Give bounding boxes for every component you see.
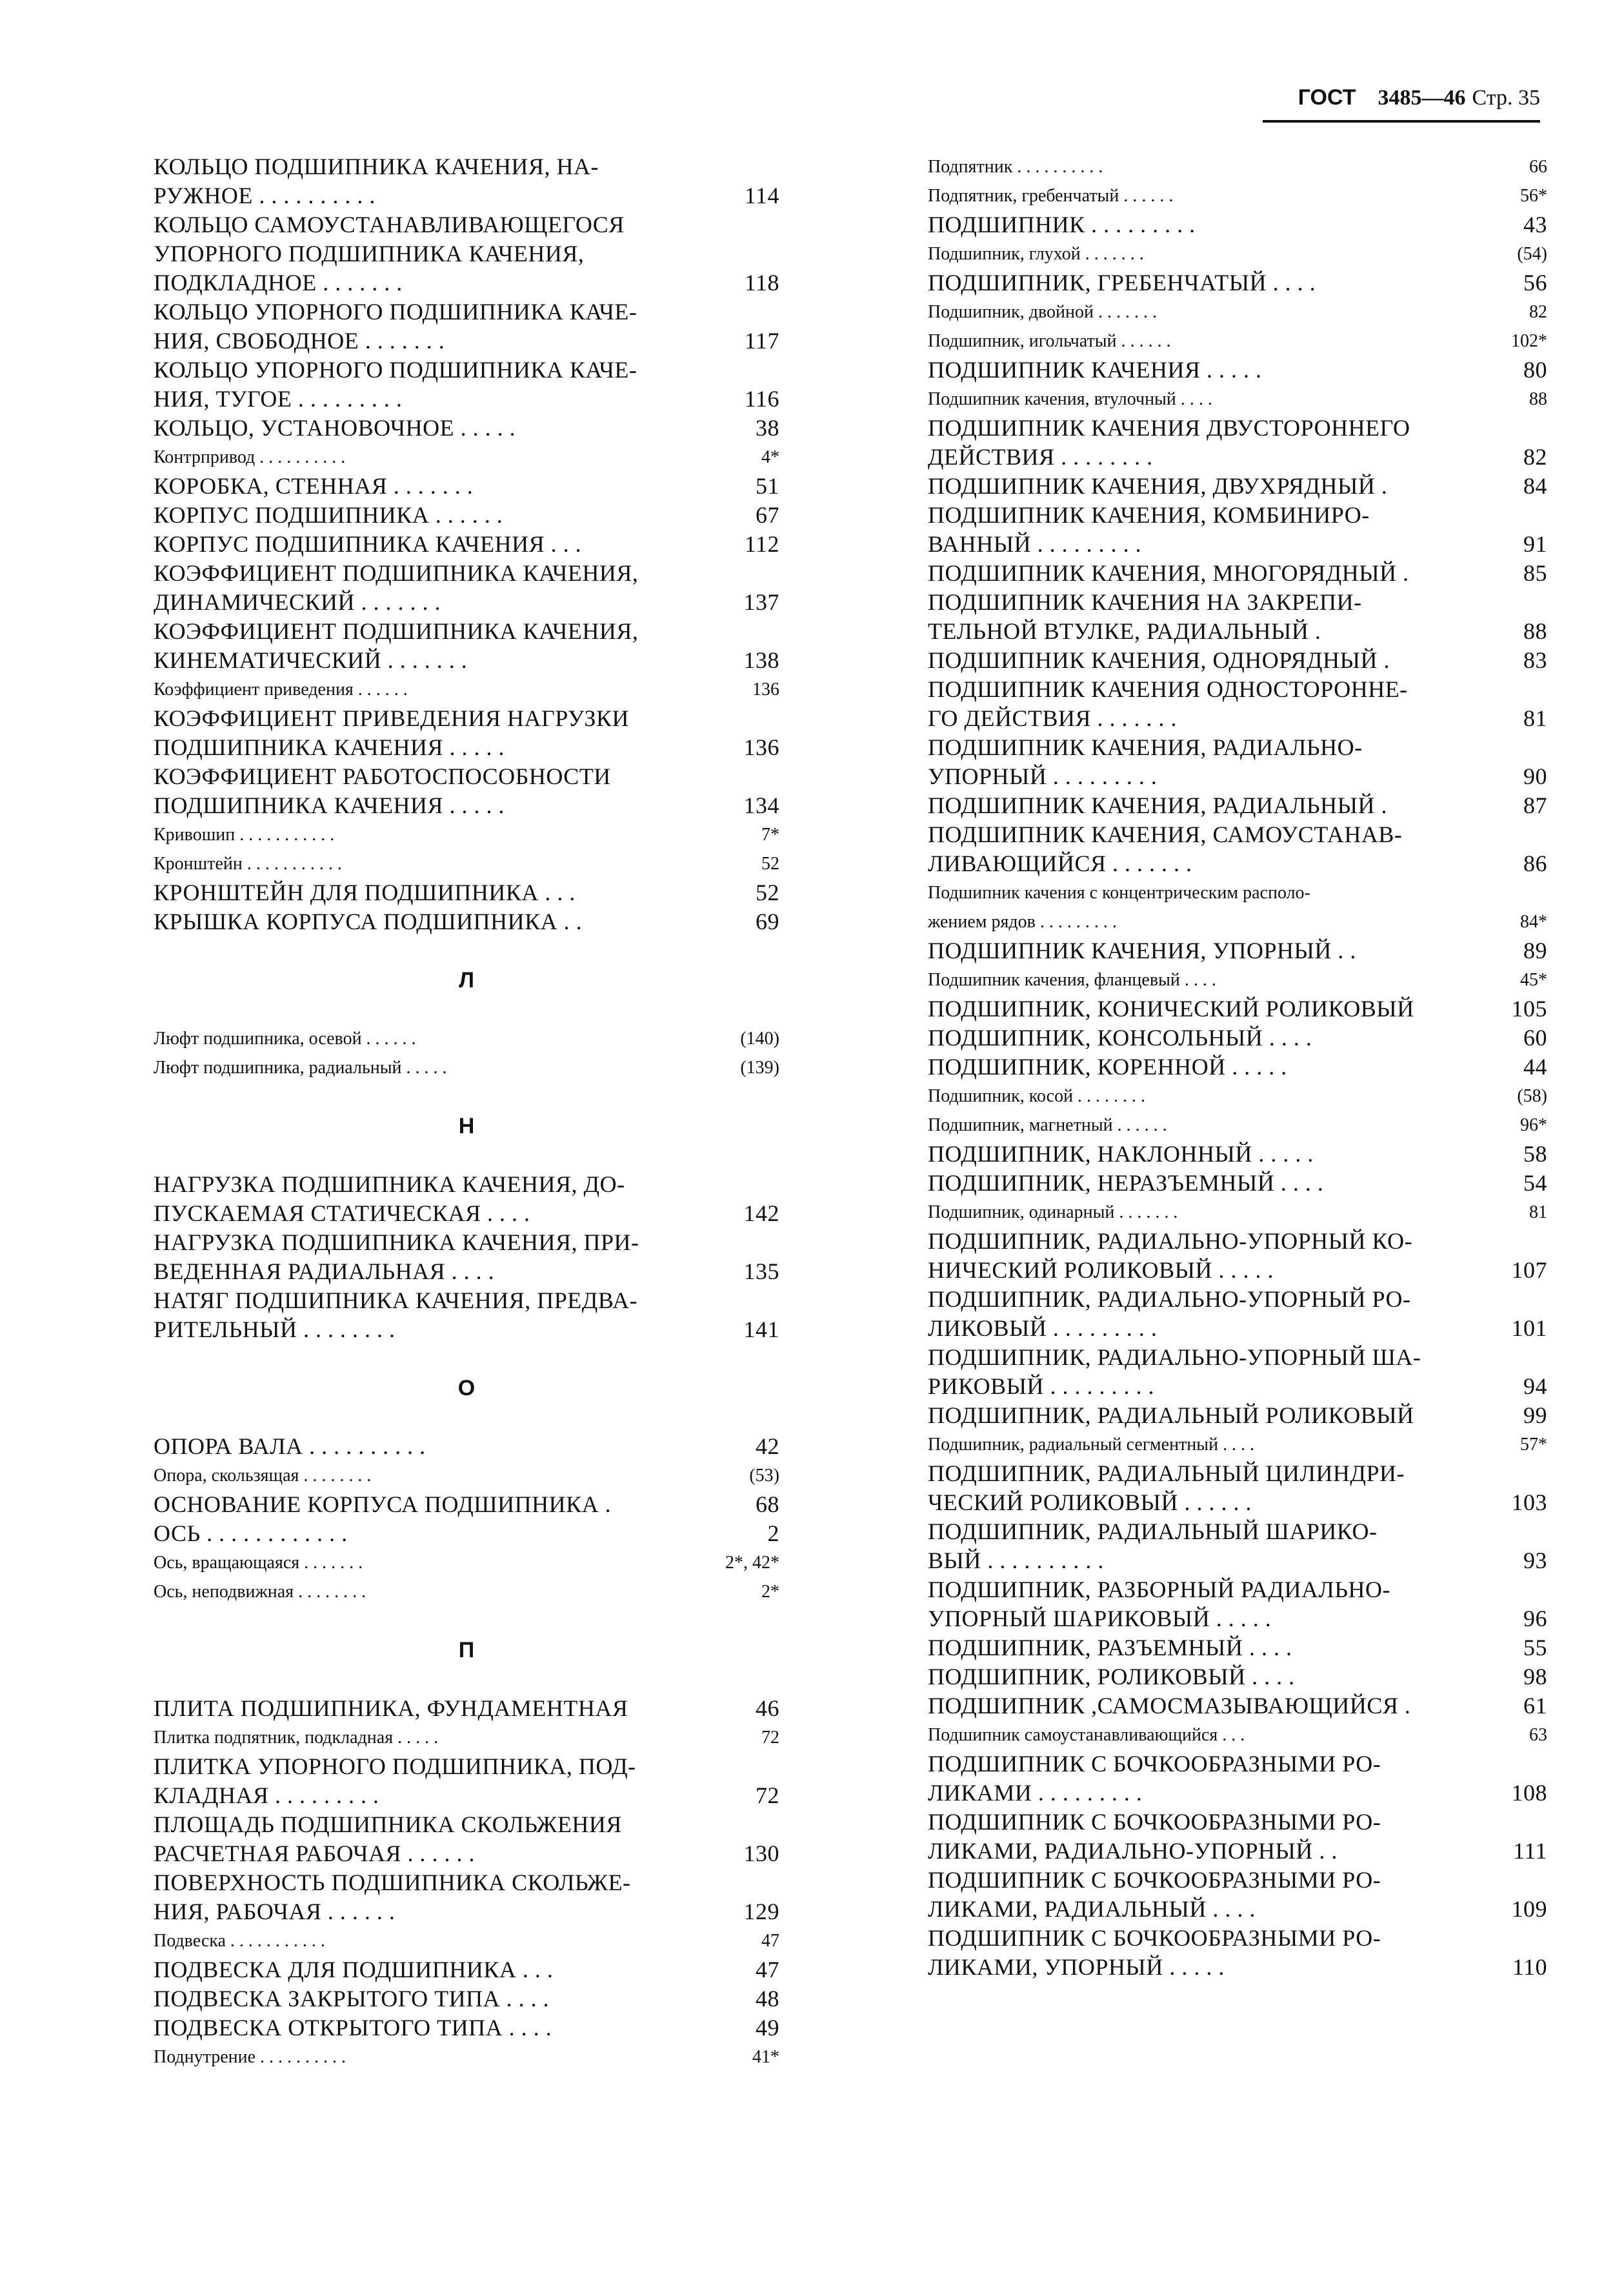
- index-term: ПОДШИПНИК, НАКЛОННЫЙ . . . . .: [928, 1141, 1314, 1167]
- index-term: ПОВЕРХНОСТЬ ПОДШИПНИКА СКОЛЬЖЕ- НИЯ, РАБОЧАЯ . . . . . .: [154, 1870, 631, 1924]
- index-term: КОРПУС ПОДШИПНИКА . . . . . .: [154, 502, 503, 528]
- index-page-ref: 118: [744, 270, 779, 296]
- index-entry: [154, 2043, 779, 2072]
- index-page-ref: 2*: [761, 1582, 779, 1602]
- index-term: Плитка подпятник, подкладная . . . . .: [154, 1728, 439, 1748]
- index-term: ПОДВЕСКА ДЛЯ ПОДШИПНИКА . . .: [154, 1957, 554, 1982]
- index-term: Кронштейн . . . . . . . . . . .: [154, 854, 342, 874]
- index-page-ref: 82: [1529, 302, 1547, 322]
- index-entry: [928, 559, 1547, 588]
- index-entry: [154, 472, 779, 501]
- index-entry: [928, 501, 1547, 559]
- index-term: КРОНШТЕЙН ДЛЯ ПОДШИПНИКА . . .: [154, 880, 576, 905]
- index-page-ref: 51: [756, 473, 779, 499]
- index-term: ПОДШИПНИК, РАДИАЛЬНЫЙ ЦИЛИНДРИ- ЧЕСКИЙ РОЛИКОВЫЙ . . . . . .: [928, 1460, 1405, 1515]
- index-entry: [154, 1984, 779, 2013]
- index-entry: [928, 1401, 1547, 1430]
- index-term: ПОДШИПНИК КАЧЕНИЯ ДВУСТОРОННЕГО ДЕЙСТВИЯ . . . . . . . .: [928, 415, 1410, 470]
- index-term: ПОДШИПНИК . . . . . . . . .: [928, 212, 1196, 237]
- index-term: ПОДШИПНИК С БОЧКООБРАЗНЫМИ РО- ЛИКАМИ, УПОРНЫЙ . . . . .: [928, 1925, 1381, 1980]
- index-entry: [928, 1053, 1547, 1082]
- index-entry: [154, 1868, 779, 1926]
- index-entry: [154, 1490, 779, 1519]
- index-page-ref: 61: [1523, 1693, 1547, 1719]
- index-term: ПОДШИПНИК КАЧЕНИЯ, ОДНОРЯДНЫЙ .: [928, 647, 1390, 673]
- index-page-ref: 57*: [1520, 1435, 1547, 1455]
- index-entry: [154, 1053, 779, 1082]
- index-entry: [928, 1866, 1547, 1924]
- index-page-ref: 102*: [1511, 331, 1547, 351]
- index-term: Поднутрение . . . . . . . . . .: [154, 2047, 346, 2067]
- section-letter: О: [457, 1376, 476, 1400]
- index-page-ref: 96*: [1520, 1115, 1547, 1135]
- index-term: Подшипник качения с концентрическим располо- жением рядов . . . . . . . . .: [928, 883, 1310, 932]
- section-letter: П: [458, 1638, 475, 1662]
- index-term: КОРПУС ПОДШИПНИКА КАЧЕНИЯ . . .: [154, 531, 582, 557]
- index-entry: [154, 849, 779, 878]
- index-page-ref: 52: [761, 854, 779, 874]
- index-page-ref: 47: [756, 1957, 779, 1982]
- index-page-ref: 136: [743, 734, 779, 760]
- index-term: КОЛЬЦО ПОДШИПНИКА КАЧЕНИЯ, НА- РУЖНОЕ . . . . . . . . . .: [154, 154, 599, 208]
- index-term: ПОДШИПНИК КАЧЕНИЯ, САМОУСТАНАВ- ЛИВАЮЩИЙСЯ . . . . . . .: [928, 822, 1403, 876]
- index-page-ref: 94: [1523, 1373, 1547, 1399]
- index-page-ref: 84*: [1520, 912, 1547, 932]
- index-page-ref: 109: [1511, 1896, 1547, 1922]
- index-page-ref: 46: [756, 1695, 779, 1721]
- index-term: КРЫШКА КОРПУСА ПОДШИПНИКА . .: [154, 909, 583, 934]
- index-term: ПОДШИПНИК, РАДИАЛЬНЫЙ ШАРИКО- ВЫЙ . . . . . . . . . .: [928, 1518, 1378, 1573]
- index-term: Подшипник, косой . . . . . . . .: [928, 1086, 1146, 1106]
- index-entry: [928, 1691, 1547, 1720]
- index-term: ПОДШИПНИК КАЧЕНИЯ ОДНОСТОРОННЕ- ГО ДЕЙСТВИЯ . . . . . . .: [928, 676, 1408, 731]
- index-page-ref: 117: [744, 328, 779, 354]
- index-term: КОЛЬЦО САМОУСТАНАВЛИВАЮЩЕГОСЯ УПОРНОГО ПОДШИПНИКА КАЧЕНИЯ, ПОДКЛАДНОЕ . . . . . . .: [154, 212, 625, 296]
- index-page-ref: 129: [743, 1899, 779, 1924]
- index-term: КОЭФФИЦИЕНТ ПОДШИПНИКА КАЧЕНИЯ, КИНЕМАТИЧЕСКИЙ . . . . . . .: [154, 618, 639, 673]
- index-page-ref: 60: [1523, 1025, 1547, 1051]
- index-term: Опора, скользящая . . . . . . . .: [154, 1466, 372, 1486]
- index-entry: [154, 878, 779, 907]
- index-page-ref: 88: [1523, 618, 1547, 644]
- index-page-ref: 103: [1511, 1489, 1547, 1515]
- index-term: ПЛИТА ПОДШИПНИКА, ФУНДАМЕНТНАЯ: [154, 1695, 628, 1721]
- index-term: ПОДШИПНИК, РОЛИКОВЫЙ . . . .: [928, 1664, 1295, 1690]
- index-term: ПОДШИПНИК, РАЗБОРНЫЙ РАДИАЛЬНО- УПОРНЫЙ ШАРИКОВЫЙ . . . . .: [928, 1577, 1391, 1631]
- index-entry: [154, 907, 779, 936]
- index-entry: [928, 1169, 1547, 1198]
- index-page-ref: 136: [752, 680, 779, 700]
- index-entry: [154, 704, 779, 762]
- index-page-ref: 81: [1523, 705, 1547, 731]
- index-entry: [928, 1808, 1547, 1866]
- index-entry: [928, 1750, 1547, 1808]
- index-entry: [928, 820, 1547, 878]
- index-term: ПОДШИПНИК ,САМОСМАЗЫВАЮЩИЙСЯ .: [928, 1693, 1411, 1719]
- header-gost: ГОСТ: [1298, 85, 1356, 110]
- index-entry: [154, 356, 779, 414]
- index-entry: [928, 791, 1547, 820]
- index-page-ref: 101: [1511, 1315, 1547, 1341]
- index-entry: [928, 646, 1547, 675]
- index-page-ref: 72: [756, 1782, 779, 1808]
- index-entry: [928, 588, 1547, 646]
- index-page-ref: 93: [1523, 1548, 1547, 1573]
- index-term: ОСЬ . . . . . . . . . . . .: [154, 1520, 348, 1546]
- index-entry: [154, 762, 779, 820]
- index-entry: [154, 1810, 779, 1868]
- index-page-ref: (53): [749, 1466, 779, 1486]
- index-page-ref: 107: [1511, 1257, 1547, 1283]
- index-page-ref: 38: [756, 415, 779, 441]
- index-page-ref: 47: [761, 1931, 779, 1951]
- index-page-ref: 89: [1523, 938, 1547, 963]
- index-entry: [928, 1082, 1547, 1111]
- index-page-ref: 54: [1523, 1170, 1547, 1196]
- index-term: ПОДШИПНИК КАЧЕНИЯ . . . . .: [928, 357, 1262, 383]
- index-page-ref: 90: [1523, 763, 1547, 789]
- index-page-ref: 72: [761, 1728, 779, 1748]
- index-term: Контрпривод . . . . . . . . . .: [154, 447, 346, 467]
- index-term: КОЛЬЦО УПОРНОГО ПОДШИПНИКА КАЧЕ- НИЯ, СВОБОДНОЕ . . . . . . .: [154, 299, 637, 354]
- index-entry: [154, 1723, 779, 1752]
- page-header: [1298, 85, 1540, 110]
- section-letter: Н: [458, 1114, 475, 1138]
- index-entry: [154, 501, 779, 530]
- index-entry: [928, 210, 1547, 239]
- index-entry: [928, 181, 1547, 210]
- index-page-ref: 134: [743, 792, 779, 818]
- index-page-ref: 141: [743, 1317, 779, 1342]
- index-entry: [154, 152, 779, 210]
- index-term: Подшипник, двойной . . . . . . .: [928, 302, 1157, 322]
- index-page-ref: 142: [743, 1200, 779, 1226]
- index-entry: [928, 327, 1547, 356]
- index-term: Ось, неподвижная . . . . . . . .: [154, 1582, 366, 1602]
- index-entry: [928, 1343, 1547, 1401]
- index-term: ОПОРА ВАЛА . . . . . . . . . .: [154, 1433, 426, 1459]
- index-page-ref: 69: [756, 909, 779, 934]
- index-page-ref: (139): [740, 1058, 779, 1078]
- index-page-ref: 58: [1523, 1141, 1547, 1167]
- index-term: ПОДШИПНИК, КОНИЧЕСКИЙ РОЛИКОВЫЙ: [928, 996, 1414, 1022]
- index-term: ПОДВЕСКА ЗАКРЫТОГО ТИПА . . . .: [154, 1986, 550, 2012]
- index-page-ref: 86: [1523, 851, 1547, 876]
- index-entry: [928, 1285, 1547, 1343]
- index-entry: [928, 268, 1547, 298]
- index-entry: [928, 1227, 1547, 1285]
- index-entry: [154, 1955, 779, 1984]
- index-term: Подшипник, глухой . . . . . . .: [928, 244, 1144, 264]
- index-page-ref: 114: [744, 183, 779, 208]
- index-term: Подшипник, радиальный сегментный . . . .: [928, 1435, 1255, 1455]
- index-column-right: [928, 152, 1547, 1982]
- index-page-ref: 42: [756, 1433, 779, 1459]
- index-entry: [154, 210, 779, 298]
- index-entry: [928, 1198, 1547, 1227]
- index-term: Подвеска . . . . . . . . . . .: [154, 1931, 325, 1951]
- index-page-ref: 99: [1523, 1402, 1547, 1428]
- index-page-ref: 44: [1523, 1054, 1547, 1080]
- index-entry: [928, 356, 1547, 385]
- index-term: Подшипник качения, фланцевый . . . .: [928, 970, 1216, 990]
- index-term: КОЭФФИЦИЕНТ ПРИВЕДЕНИЯ НАГРУЗКИ ПОДШИПНИКА КАЧЕНИЯ . . . . .: [154, 705, 629, 760]
- index-term: Подшипник, магнетный . . . . . .: [928, 1115, 1167, 1135]
- index-entry: [928, 1633, 1547, 1662]
- index-page-ref: 85: [1523, 560, 1547, 586]
- index-term: Ось, вращающаяся . . . . . . .: [154, 1553, 363, 1573]
- index-page-ref: 111: [1513, 1838, 1547, 1864]
- index-term: ПОДШИПНИК КАЧЕНИЯ, РАДИАЛЬНО- УПОРНЫЙ . . . . . . . . .: [928, 734, 1363, 789]
- index-entry: [928, 1662, 1547, 1691]
- index-entry: [154, 2013, 779, 2043]
- index-term: ПОДШИПНИК КАЧЕНИЯ, ДВУХРЯДНЫЙ .: [928, 473, 1388, 499]
- index-entry: [154, 298, 779, 356]
- section-letter: Л: [459, 968, 474, 993]
- index-term: КОЭФФИЦИЕНТ ПОДШИПНИКА КАЧЕНИЯ, ДИНАМИЧЕСКИЙ . . . . . . .: [154, 560, 639, 615]
- index-page-ref: (140): [740, 1029, 779, 1049]
- index-page-ref: 138: [743, 647, 779, 673]
- header-rule: [1263, 120, 1540, 123]
- index-page-ref: 2*, 42*: [725, 1553, 779, 1573]
- index-page-ref: (58): [1517, 1086, 1547, 1106]
- index-page-ref: 105: [1511, 996, 1547, 1022]
- index-page-ref: 45*: [1520, 970, 1547, 990]
- index-entry: [154, 1228, 779, 1286]
- index-term: ПЛИТКА УПОРНОГО ПОДШИПНИКА, ПОД- КЛАДНАЯ . . . . . . . . .: [154, 1753, 636, 1808]
- index-page-ref: 84: [1523, 473, 1547, 499]
- index-page-ref: 112: [744, 531, 779, 557]
- index-term: НАТЯГ ПОДШИПНИКА КАЧЕНИЯ, ПРЕДВА- РИТЕЛЬНЫЙ . . . . . . . .: [154, 1287, 638, 1342]
- index-term: ПОДШИПНИК, КОНСОЛЬНЫЙ . . . .: [928, 1025, 1312, 1051]
- index-term: ПОДШИПНИК КАЧЕНИЯ, МНОГОРЯДНЫЙ .: [928, 560, 1409, 586]
- index-page-ref: 108: [1511, 1780, 1547, 1806]
- index-page-ref: 63: [1529, 1725, 1547, 1745]
- index-term: КОРОБКА, СТЕННАЯ . . . . . . .: [154, 473, 474, 499]
- index-term: КОЛЬЦО УПОРНОГО ПОДШИПНИКА КАЧЕ- НИЯ, ТУГОЕ . . . . . . . . .: [154, 357, 637, 412]
- index-entry: [154, 675, 779, 704]
- index-term: ПОДШИПНИК, КОРЕННОЙ . . . . .: [928, 1054, 1287, 1080]
- index-entry: [928, 1459, 1547, 1517]
- index-term: ОСНОВАНИЕ КОРПУСА ПОДШИПНИКА .: [154, 1491, 612, 1517]
- index-entry: [928, 1024, 1547, 1053]
- index-term: КОЭФФИЦИЕНТ РАБОТОСПОСОБНОСТИ ПОДШИПНИКА КАЧЕНИЯ . . . . .: [154, 763, 611, 818]
- index-term: ПОДШИПНИК С БОЧКООБРАЗНЫМИ РО- ЛИКАМИ . . . . . . . . .: [928, 1751, 1381, 1806]
- index-term: Подшипник, игольчатый . . . . . .: [928, 331, 1171, 351]
- index-term: ПОДШИПНИК, ГРЕБЕНЧАТЫЙ . . . .: [928, 270, 1316, 296]
- index-entry: [928, 1140, 1547, 1169]
- index-entry: [928, 1517, 1547, 1575]
- index-entry: [154, 1170, 779, 1228]
- index-page-ref: 52: [756, 880, 779, 905]
- index-entry: [928, 1430, 1547, 1459]
- index-term: Подшипник самоустанавливающийся . . .: [928, 1725, 1245, 1745]
- header-standard-number: 3485—46: [1378, 86, 1466, 110]
- index-entry: [928, 239, 1547, 268]
- index-page-ref: 41*: [752, 2047, 779, 2067]
- index-entry: [154, 1577, 779, 1606]
- index-entry: [928, 414, 1547, 472]
- index-entry: [154, 1461, 779, 1490]
- index-entry: [928, 1575, 1547, 1633]
- index-page-ref: 4*: [761, 447, 779, 467]
- index-entry: [154, 414, 779, 443]
- index-page-ref: 83: [1523, 647, 1547, 673]
- index-term: ПОДШИПНИК, РАДИАЛЬНО-УПОРНЫЙ КО- НИЧЕСКИЙ РОЛИКОВЫЙ . . . . .: [928, 1228, 1413, 1283]
- index-page-ref: 67: [756, 502, 779, 528]
- index-term: Подшипник, одинарный . . . . . . .: [928, 1202, 1178, 1222]
- index-page-ref: 43: [1523, 212, 1547, 237]
- index-term: Подшипник качения, втулочный . . . .: [928, 389, 1212, 409]
- index-page-ref: 56: [1523, 270, 1547, 296]
- index-page-ref: 2: [767, 1520, 779, 1546]
- index-entry: [928, 936, 1547, 965]
- index-entry: [928, 675, 1547, 733]
- index-page-ref: 98: [1523, 1664, 1547, 1690]
- index-term: ПОДШИПНИК КАЧЕНИЯ, КОМБИНИРО- ВАННЫЙ . . . . . . . . .: [928, 502, 1370, 557]
- index-entry: [154, 1752, 779, 1810]
- index-term: ПОДШИПНИК, РАДИАЛЬНЫЙ РОЛИКОВЫЙ: [928, 1402, 1414, 1428]
- index-term: ПОДШИПНИК КАЧЕНИЯ, РАДИАЛЬНЫЙ .: [928, 792, 1387, 818]
- index-page-ref: 55: [1523, 1635, 1547, 1660]
- index-entry: [928, 1924, 1547, 1982]
- index-page-ref: 110: [1512, 1954, 1547, 1980]
- index-column-left: [154, 152, 779, 2072]
- index-term: ПОДШИПНИК, РАЗЪЕМНЫЙ . . . .: [928, 1635, 1292, 1660]
- index-term: ПОДШИПНИК, РАДИАЛЬНО-УПОРНЫЙ ША- РИКОВЫЙ . . . . . . . . .: [928, 1344, 1421, 1399]
- index-page-ref: 135: [743, 1258, 779, 1284]
- index-page-ref: 137: [743, 589, 779, 615]
- index-term: Люфт подшипника, радиальный . . . . .: [154, 1058, 447, 1078]
- index-entry: [154, 1024, 779, 1053]
- index-page-ref: 82: [1523, 444, 1547, 470]
- index-entry: [928, 733, 1547, 791]
- index-term: ПОДШИПНИК С БОЧКООБРАЗНЫМИ РО- ЛИКАМИ, РАДИАЛЬНО-УПОРНЫЙ . .: [928, 1809, 1381, 1864]
- index-entry: [154, 617, 779, 675]
- index-term: ПОДШИПНИК, РАДИАЛЬНО-УПОРНЫЙ РО- ЛИКОВЫЙ . . . . . . . . .: [928, 1286, 1411, 1341]
- index-entry: [928, 385, 1547, 414]
- index-page-ref: 81: [1529, 1202, 1547, 1222]
- index-term: ПОДШИПНИК КАЧЕНИЯ, УПОРНЫЙ . .: [928, 938, 1356, 963]
- index-page-ref: 91: [1523, 531, 1547, 557]
- index-page-ref: 88: [1529, 389, 1547, 409]
- index-entry: [928, 298, 1547, 327]
- index-entry: [154, 530, 779, 559]
- index-term: Коэффициент приведения . . . . . .: [154, 680, 408, 700]
- index-term: ПОДШИПНИК КАЧЕНИЯ НА ЗАКРЕПИ- ТЕЛЬНОЙ ВТУЛКЕ, РАДИАЛЬНЫЙ .: [928, 589, 1362, 644]
- index-term: ПОДШИПНИК С БОЧКООБРАЗНЫМИ РО- ЛИКАМИ, РАДИАЛЬНЫЙ . . . .: [928, 1867, 1381, 1922]
- index-term: Люфт подшипника, осевой . . . . . .: [154, 1029, 416, 1049]
- index-page-ref: 130: [743, 1841, 779, 1866]
- index-page-ref: 66: [1529, 157, 1547, 177]
- index-entry: [928, 965, 1547, 994]
- header-page-number: Стр. 35: [1472, 86, 1540, 110]
- index-page-ref: 116: [744, 386, 779, 412]
- index-entry: [154, 1926, 779, 1955]
- index-entry: [928, 1111, 1547, 1140]
- index-entry: [154, 1694, 779, 1723]
- index-page-ref: (54): [1517, 244, 1547, 264]
- index-entry: [928, 152, 1547, 181]
- index-entry: [154, 820, 779, 849]
- index-term: Подпятник . . . . . . . . . .: [928, 157, 1103, 177]
- index-page-ref: 80: [1523, 357, 1547, 383]
- index-entry: [154, 559, 779, 617]
- index-term: Кривошип . . . . . . . . . . .: [154, 825, 335, 845]
- index-entry: [154, 443, 779, 472]
- index-entry: [154, 1432, 779, 1461]
- index-page-ref: 7*: [761, 825, 779, 845]
- index-page-ref: 96: [1523, 1606, 1547, 1631]
- index-entry: [928, 878, 1547, 936]
- index-page-ref: 68: [756, 1491, 779, 1517]
- index-entry: [154, 1519, 779, 1548]
- index-entry: [928, 1720, 1547, 1750]
- index-term: КОЛЬЦО, УСТАНОВОЧНОЕ . . . . .: [154, 415, 516, 441]
- index-page-ref: 87: [1523, 792, 1547, 818]
- index-term: ПОДШИПНИК, НЕРАЗЪЕМНЫЙ . . . .: [928, 1170, 1324, 1196]
- index-entry: [928, 994, 1547, 1024]
- index-term: ПЛОЩАДЬ ПОДШИПНИКА СКОЛЬЖЕНИЯ РАСЧЕТНАЯ РАБОЧАЯ . . . . . .: [154, 1811, 622, 1866]
- index-term: НАГРУЗКА ПОДШИПНИКА КАЧЕНИЯ, ДО- ПУСКАЕМАЯ СТАТИЧЕСКАЯ . . . .: [154, 1171, 625, 1226]
- index-term: Подпятник, гребенчатый . . . . . .: [928, 186, 1174, 206]
- index-entry: [928, 472, 1547, 501]
- index-page-ref: 56*: [1520, 186, 1547, 206]
- index-term: ПОДВЕСКА ОТКРЫТОГО ТИПА . . . .: [154, 2015, 552, 2041]
- index-page-ref: 48: [756, 1986, 779, 2012]
- index-entry: [154, 1286, 779, 1344]
- index-entry: [154, 1548, 779, 1577]
- index-term: НАГРУЗКА ПОДШИПНИКА КАЧЕНИЯ, ПРИ- ВЕДЕННАЯ РАДИАЛЬНАЯ . . . .: [154, 1229, 639, 1284]
- index-page-ref: 49: [756, 2015, 779, 2041]
